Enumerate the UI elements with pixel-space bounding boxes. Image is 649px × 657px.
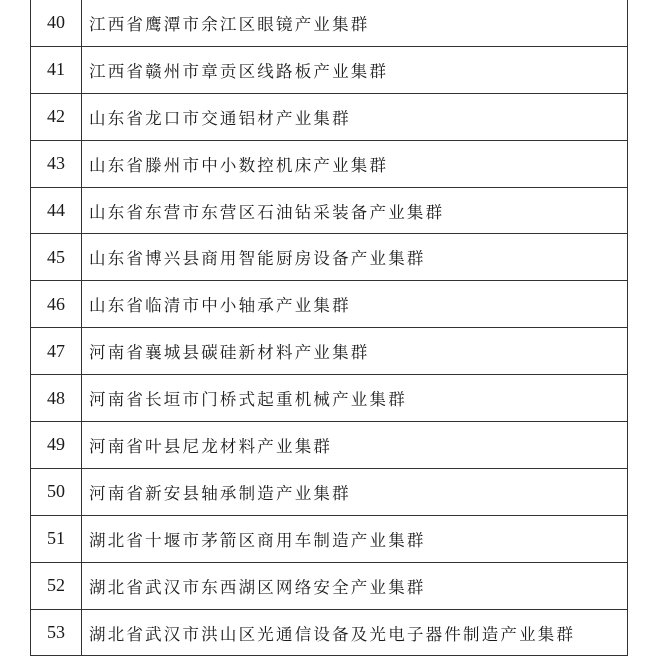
row-number: 53 (31, 610, 82, 656)
cluster-name: 河南省叶县尼龙材料产业集群 (89, 436, 333, 456)
cluster-name: 山东省博兴县商用智能厨房设备产业集群 (89, 249, 426, 269)
cluster-name: 山东省龙口市交通铝材产业集群 (89, 108, 351, 128)
table-row (31, 328, 627, 375)
table-row (31, 563, 627, 610)
cluster-name: 江西省鹰潭市余江区眼镜产业集群 (89, 14, 370, 34)
row-number: 47 (31, 328, 82, 374)
table-row (31, 47, 627, 94)
industry-cluster-table (30, 0, 628, 656)
cluster-name: 山东省东营市东营区石油钻采装备产业集群 (89, 202, 445, 222)
row-number: 40 (31, 0, 82, 46)
cluster-name: 河南省新安县轴承制造产业集群 (89, 483, 351, 503)
row-number: 45 (31, 234, 82, 280)
row-number: 42 (31, 94, 82, 140)
row-number: 50 (31, 469, 82, 515)
table-row (31, 469, 627, 516)
cluster-name: 湖北省武汉市东西湖区网络安全产业集群 (89, 577, 426, 597)
table-row (31, 141, 627, 188)
row-number: 52 (31, 563, 82, 609)
table-row (31, 188, 627, 235)
table-row (31, 610, 627, 657)
table-row (31, 234, 627, 281)
cluster-name: 山东省滕州市中小数控机床产业集群 (89, 155, 389, 175)
row-number: 44 (31, 188, 82, 234)
table-row (31, 422, 627, 469)
cluster-name: 湖北省武汉市洪山区光通信设备及光电子器件制造产业集群 (89, 624, 576, 644)
row-number: 49 (31, 422, 82, 468)
table-row (31, 516, 627, 563)
cluster-name: 河南省襄城县碳硅新材料产业集群 (89, 343, 370, 363)
row-number: 43 (31, 141, 82, 187)
table-row (31, 281, 627, 328)
cluster-name: 江西省赣州市章贡区线路板产业集群 (89, 61, 389, 81)
cluster-name: 山东省临清市中小轴承产业集群 (89, 296, 351, 316)
row-number: 46 (31, 281, 82, 327)
row-number: 51 (31, 516, 82, 562)
table-row (31, 375, 627, 422)
row-number: 48 (31, 375, 82, 421)
table-row (31, 0, 627, 47)
cluster-name: 河南省长垣市门桥式起重机械产业集群 (89, 390, 407, 410)
row-number: 41 (31, 47, 82, 93)
table-row (31, 94, 627, 141)
cluster-name: 湖北省十堰市茅箭区商用车制造产业集群 (89, 530, 426, 550)
